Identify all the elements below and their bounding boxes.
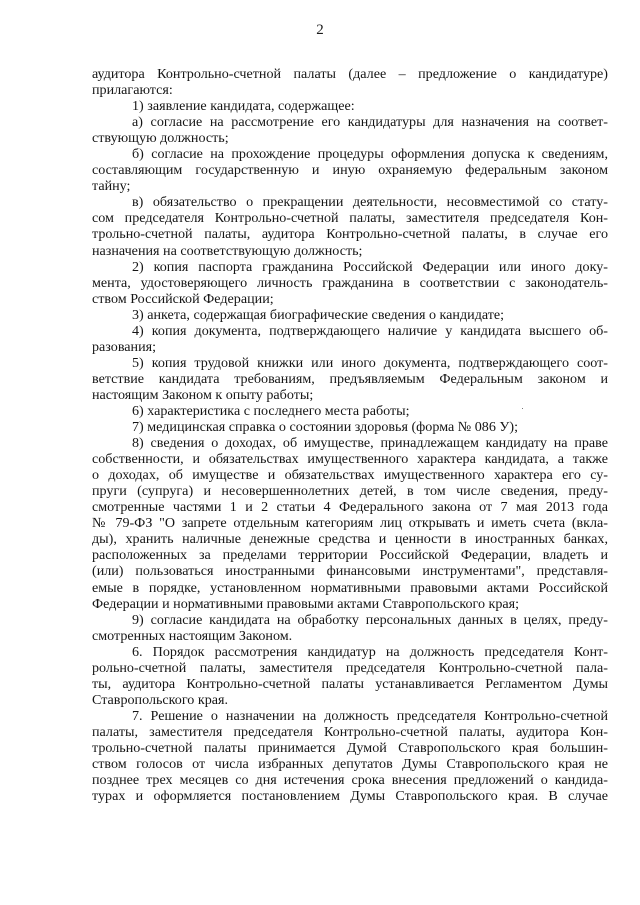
text-line: сом председателя Контрольно-счетной палаты, заместителя председателя Кон- — [92, 210, 608, 227]
page-number: 2 — [316, 22, 324, 38]
text-line: о доходах, об имуществе и обязательствах имущественного характера его су- — [92, 467, 608, 484]
text-line: разования; — [92, 338, 157, 355]
text-line: аудитора Контрольно-счетной палаты (далее – предложение о кандидатуре) — [92, 66, 608, 82]
text-line: пруги (супруга) и несовершеннолетних детей, в том числе сведения, преду- — [92, 483, 608, 500]
text-line: смотренные частями 1 и 2 статьи 4 Федерального закона от 7 мая 2013 года — [92, 499, 608, 516]
text-line: трольно-счетной палаты, аудитора Контрольно-счетной палаты, в случае его — [92, 226, 608, 243]
text-line: собственности, и обязательствах имущественного характера кандидата, а также — [92, 451, 608, 468]
text-line: 1) заявление кандидата, содержащее: — [132, 98, 355, 115]
text-line: 3) анкета, содержащая биографические сведения о кандидате; — [132, 306, 505, 323]
text-line: б) согласие на прохождение процедуры оформления допуска к сведениям, — [132, 146, 608, 163]
text-line: 4) копия документа, подтверждающего наличие у кандидата высшего об- — [132, 322, 608, 339]
text-line: 7. Решение о назначении на должность председателя Контрольно-счетной — [132, 707, 608, 724]
text-line: трольно-счетной палаты принимается Думой Ставропольского края большин- — [92, 739, 608, 756]
text-line: 7) медицинская справка о состоянии здоровья (форма № 086 У); — [132, 419, 519, 436]
text-line: ветствие кандидата требованиям, предъявляемым Федеральным законом и — [92, 370, 608, 387]
text-line: мента, удостоверяющего личность гражданина в соответствии с законодатель- — [92, 274, 608, 291]
text-line: 9) согласие кандидата на обработку персональных данных в целях, преду- — [132, 611, 608, 628]
text-line: 2) копия паспорта гражданина Российской Федерации или иного доку- — [132, 258, 608, 275]
text-line: ством Российской Федерации; — [92, 290, 274, 307]
text-line: позднее трех месяцев со дня истечения срока внесения предложений о кандида- — [92, 772, 608, 789]
text-line: ствующую должность; — [92, 130, 229, 147]
text-line: расположенных за пределами территории Российской Федерации, владеть и — [92, 547, 608, 564]
text-line: (или) пользоваться иностранными финансовыми инструментами", представля- — [92, 563, 608, 580]
text-line: Ставропольского края. — [92, 691, 229, 708]
text-line: прилагаются: — [92, 82, 173, 99]
text-line: турах и оформляется постановлением Думы Ставропольского края. В случае — [92, 788, 608, 805]
text-line: ты, аудитора Контрольно-счетной палаты устанавливается Регламентом Думы — [92, 675, 608, 692]
text-line: емые в порядке, установленном нормативными правовыми актами Российской — [92, 579, 608, 596]
text-line: 5) копия трудовой книжки или иного документа, подтверждающего соот- — [132, 354, 608, 371]
text-line: Федерации и нормативными правовыми актами Ставропольского края; — [92, 595, 520, 612]
text-line: ством голосов от числа избранных депутатов Думы Ставропольского края не — [92, 756, 608, 773]
text-line: рольно-счетной палаты, заместителя председателя Контрольно-счетной пала- — [92, 659, 608, 676]
document-body — [92, 66, 608, 804]
text-line: 6) характеристика с последнего места работы; — [132, 402, 410, 419]
text-line: ды), хранить наличные денежные средства и ценности в иностранных банках, — [92, 531, 608, 548]
text-line: тайну; — [92, 178, 131, 195]
text-line: 8) сведения о доходах, об имуществе, принадлежащем кандидату на праве — [132, 435, 608, 452]
text-line: в) обязательство о прекращении деятельности, несовместимой со стату- — [132, 194, 608, 211]
text-line: настоящим Законом к опыту работы; — [92, 386, 314, 403]
text-line: 6. Порядок рассмотрения кандидатур на должность председателя Конт- — [132, 643, 608, 660]
text-line: смотренных настоящим Законом. — [92, 627, 293, 644]
text-line: палаты, заместителя председателя Контрольно-счетной палаты, аудитора Кон- — [92, 723, 608, 740]
text-line: № 79-ФЗ "О запрете отдельным категориям лиц открывать и иметь счета (вкла- — [92, 515, 608, 532]
text-line: а) согласие на рассмотрение его кандидатуры для назначения на соответ- — [132, 114, 608, 131]
text-line: назначения на соответствующую должность; — [92, 242, 363, 259]
text-line: составляющим государственную и иную охраняемую федеральным законом — [92, 162, 608, 179]
scan-speck — [522, 408, 523, 409]
